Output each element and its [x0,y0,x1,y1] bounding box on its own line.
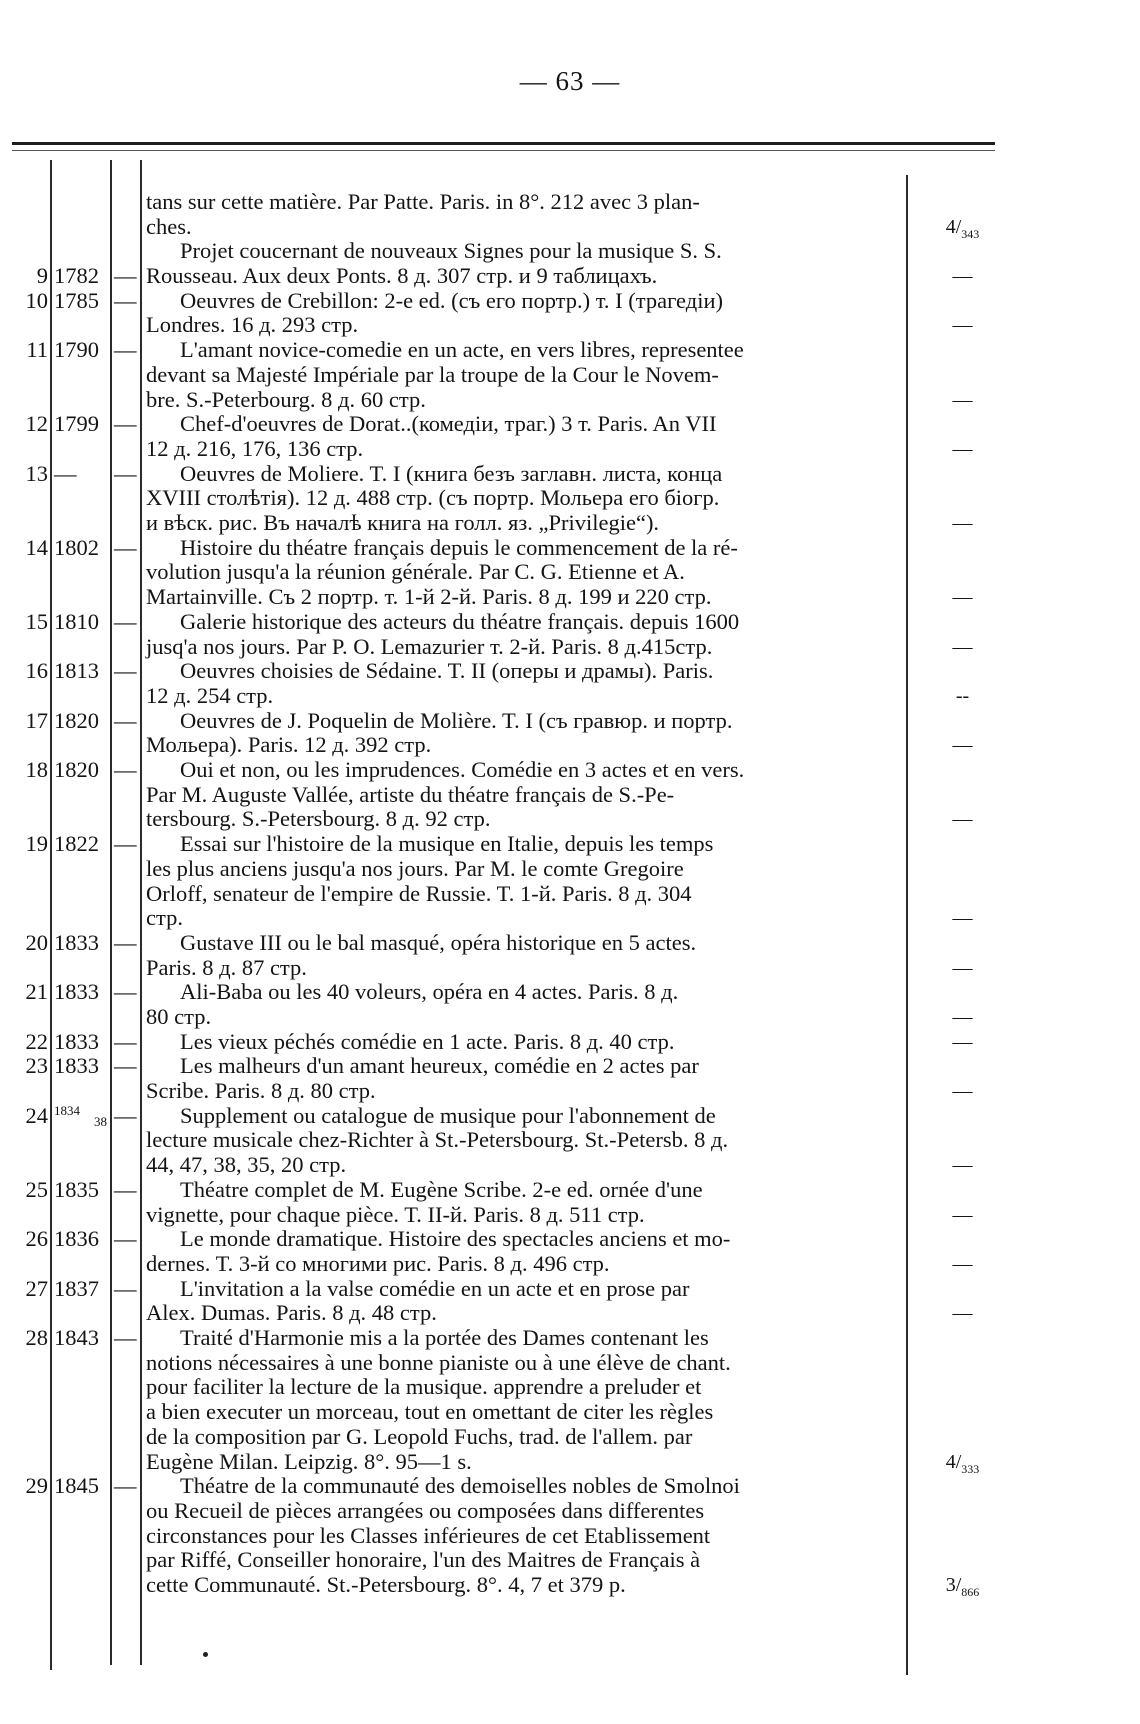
catalogue-entry [0,239,1140,288]
entry-dash: — [114,411,137,437]
catalogue-entry [0,610,1140,659]
entry-description-line: Alex. Dumas. Paris. 8 д. 48 стр. [146,1300,437,1326]
entry-year-text: 1833 [54,979,99,1005]
entry-year [54,412,110,437]
entry-year [54,1030,110,1055]
catalogue-entry [0,659,1140,708]
entry-description-line: XVIII столѣтія). 12 д. 488 стр. (съ портр. Мольера его біогр. [146,485,720,511]
entry-description-line: 12 д. 216, 176, 136 стр. [146,435,364,461]
entry-description [146,831,906,931]
entry-shelf-mark [920,807,1005,832]
entry-description [146,929,906,980]
entry-description-line: tersbourg. S.-Petersbourg. 8 д. 92 стр. [146,806,491,832]
entry-description-line: Eugène Milan. Leipzig. 8°. 95—1 s. [146,1448,472,1474]
entry-description-line: Oui et non, ou les imprudences. Comédie en 3 actes et en vers. [180,757,745,783]
entry-shelf-mark [920,1005,1005,1030]
entry-description [146,757,906,832]
entry-description [146,534,906,610]
entry-year [54,1277,110,1302]
entry-description [146,1102,906,1178]
shelf-mark-main: — [952,1005,973,1028]
shelf-mark-main: — [952,808,973,831]
entry-shelf-mark [920,388,1005,413]
entry-year-text: 1820 [54,707,99,733]
entry-dash: — [114,1473,137,1499]
entry-year-text: 1782 [54,263,99,289]
entry-number: 15 [25,608,48,634]
entry-year-text: 1813 [54,658,99,684]
entry-description-line: devant sa Majesté Impériale par la troupe de la Cour le Novem- [146,361,719,387]
shelf-mark-main: — [952,734,973,757]
entry-year-text: 1837 [54,1275,99,1301]
shelf-mark-sub: 333 [961,1461,980,1476]
entry-year-text: 1834 [54,1102,80,1118]
entry-number: 24 [25,1102,48,1128]
entry-number: 28 [25,1325,48,1351]
shelf-mark-sub: 343 [961,226,980,241]
entry-description-line: Oeuvres de Crebillon: 2-e ed. (съ его портр.) т. I (трагедіи) [180,287,723,313]
entry-dash: — [114,460,137,486]
shelf-mark-main: — [952,635,973,658]
catalogue-entry [0,1326,1140,1474]
entry-number: 21 [25,979,48,1005]
entry-shelf-mark [920,635,1005,660]
entry-year [54,1326,110,1351]
entry-description-line: L'amant novice-comedie en un acte, en vers libres, representee [180,337,744,363]
entry-number: 16 [25,658,48,684]
entry-description [160,1030,906,1055]
entry-description-line: Théatre complet de M. Eugène Scribe. 2-e ed. ornée d'une [180,1176,703,1202]
entry-description-line: lecture musicale chez-Richter à St.-Petersbourg. St.-Petersb. 8 д. [146,1127,729,1153]
entry-description [146,337,906,412]
entry-year [54,832,110,857]
entry-description-line: Rousseau. Aux deux Ponts. 8 д. 307 стр. и 9 таблицахъ. [146,263,658,289]
entry-number: 29 [25,1473,48,1499]
catalogue-table [0,190,1140,1598]
entry-year-text: — [54,460,77,486]
entry-year-text: 1843 [54,1325,99,1351]
catalogue-entry [0,190,1140,239]
entry-description-line: Oeuvres choisies de Sédaine. T. II (оперы и драмы). Paris. [180,658,714,684]
shelf-mark-main: 3/ [945,1574,962,1597]
entry-description-line: Par M. Auguste Vallée, artiste du théatre français de S.-Pe- [146,781,675,807]
entry-description-line: Orloff, senateur de l'empire de Russie. T. 1-й. Paris. 8 д. 304 [146,880,692,906]
entry-number: 25 [25,1176,48,1202]
entry-description-line: Oeuvres de J. Poquelin de Molière. T. I (съ гравюр. и портр. [180,707,733,733]
entry-dash: — [114,929,137,955]
entry-dash: — [114,658,137,684]
entry-description-line: tans sur cette matière. Par Patte. Paris. in 8°. 212 avec 3 plan- [146,189,700,214]
entry-description-line: Les malheurs d'un amant heureux, comédie en 2 actes par [180,1053,699,1079]
entry-description-line: vignette, pour chaque pièce. T. II-й. Paris. 8 д. 511 стр. [146,1201,645,1227]
entry-description-line: bre. S.-Peterbourg. 8 д. 60 стр. [146,386,426,412]
entry-dash: — [114,263,137,289]
entry-year [54,264,110,289]
entry-description-line: Londres. 16 д. 293 стр. [146,312,359,338]
entry-dash: — [114,1275,137,1301]
entry-description-line: Scribe. Paris. 8 д. 80 стр. [146,1078,376,1104]
entry-description-line: Le monde dramatique. Histoire des spectacles anciens et mo- [180,1226,731,1252]
entry-shelf-mark [920,956,1005,981]
entry-year-text: 1833 [54,1028,99,1054]
entry-description-line: Oeuvres de Moliere. T. I (книга безъ заглавн. листа, конца [180,460,723,486]
entry-year-text: 1845 [54,1473,99,1499]
entry-shelf-mark [920,264,1005,289]
entry-shelf-mark [920,733,1005,758]
catalogue-entry [0,1227,1140,1276]
entry-description-line: a bien executer un morceau, tout en omettant de citer les règles [146,1399,714,1425]
entry-year-text: 1790 [54,337,99,363]
entry-description [146,1176,906,1227]
entry-dash: — [114,757,137,783]
shelf-mark-main: -- [955,684,970,707]
entry-year [54,659,110,684]
entry-year [54,610,110,635]
header-rule-thin [12,150,995,151]
shelf-mark-main: — [952,512,973,535]
entry-description [146,707,906,758]
entry-description-line: стр. [146,905,183,931]
entry-description [146,608,906,659]
page-number: — 63 — [519,66,621,96]
entry-number: 10 [25,287,48,313]
entry-year [54,980,110,1005]
catalogue-entry [0,931,1140,980]
entry-year [54,338,110,363]
catalogue-entry [0,412,1140,461]
entry-number: 18 [25,757,48,783]
entry-shelf-mark [920,1301,1005,1326]
entry-description [146,1226,906,1276]
entry-description [146,238,906,289]
entry-description [146,189,906,239]
entry-description [146,979,906,1029]
shelf-mark-main: — [952,388,973,411]
entry-year [54,758,110,783]
entry-dash: — [114,1053,137,1079]
entry-description-line: и вѣск. рис. Въ началѣ книга на голл. яз. „Privilegie“). [146,510,660,536]
shelf-mark-main: 4/ [945,1450,962,1473]
entry-description-line: jusq'a nos jours. Par P. O. Lemazurier т. 2-й. Paris. 8 д.415стр. [146,633,713,659]
entry-description-line: volution jusqu'a la réunion générale. Par C. G. Etienne et A. [146,559,685,585]
catalogue-entry [0,1104,1140,1178]
catalogue-entry [0,1474,1140,1598]
entry-year-text: 1802 [54,534,99,560]
entry-number: 22 [25,1028,48,1054]
entry-shelf-mark [920,1030,1005,1055]
entry-description-line: Martainville. Съ 2 портр. т. 1-й 2-й. Paris. 8 д. 199 и 220 стр. [146,584,712,610]
entry-dash: — [114,831,137,857]
shelf-mark-main: — [952,586,973,609]
entry-shelf-mark [920,1203,1005,1228]
entry-shelf-mark [920,313,1005,338]
entry-year [54,709,110,734]
entry-number: 17 [25,707,48,733]
entry-shelf-mark [920,906,1005,931]
entry-number: 9 [36,263,48,289]
catalogue-entry [0,1277,1140,1326]
entry-year [54,1227,110,1252]
catalogue-entry [0,709,1140,758]
entry-number: 27 [25,1275,48,1301]
catalogue-entry [0,1030,1140,1055]
entry-description-line: Gustave III ou le bal masqué, opéra historique en 5 actes. [180,929,697,955]
header-rule-thick [12,142,995,145]
entry-description-line: Les vieux péchés comédie en 1 acte. Paris. 8 д. 40 стр. [180,1028,675,1054]
entry-description-line: Мольера). Paris. 12 д. 392 стр. [146,732,432,758]
entry-year [54,536,110,561]
entry-description-line: Projet coucernant de nouveaux Signes pour la musique S. S. [180,238,722,264]
catalogue-entry [0,536,1140,610]
entry-description-line: Chef-d'oeuvres de Dorat..(комедіи, траг.) 3 т. Paris. An VII [180,411,717,437]
entry-description [146,287,906,338]
catalogue-entry [0,980,1140,1029]
shelf-mark-main: — [952,1302,973,1325]
entry-description-line: 44, 47, 38, 35, 20 стр. [146,1152,347,1178]
entry-description-line: pour faciliter la lecture de la musique. apprendre a preluder et [146,1374,702,1400]
entry-number: 14 [25,534,48,560]
shelf-mark-main: — [952,437,973,460]
entry-description-line: Traité d'Harmonie mis a la portée des Dames contenant les [180,1325,709,1351]
shelf-mark-main: — [952,907,973,930]
entry-shelf-mark [920,437,1005,462]
entry-shelf-mark [920,1252,1005,1277]
entry-description-line: 12 д. 254 стр. [146,682,274,708]
catalogue-entry [0,289,1140,338]
entry-year [54,462,110,487]
entry-shelf-mark [920,684,1005,709]
entry-description-line: les plus anciens jusqu'a nos jours. Par M. le comte Gregoire [146,855,684,881]
catalogue-entry [0,758,1140,832]
entry-year [54,289,110,314]
entry-shelf-mark [920,1079,1005,1104]
catalogue-entry [0,1178,1140,1227]
shelf-mark-main: — [952,956,973,979]
entry-year-text: 1833 [54,1053,99,1079]
entry-description [146,1053,906,1104]
entry-description-line: notions nécessaires à une bonne pianiste ou à une élève de chant. [146,1349,731,1375]
entry-dash: — [114,1226,137,1252]
catalogue-entry [0,1054,1140,1103]
shelf-mark-main: — [952,314,973,337]
entry-year [54,1104,110,1129]
entry-description-line: Paris. 8 д. 87 стр. [146,954,307,980]
entry-dash: — [114,337,137,363]
entry-description-line: circonstances pour les Classes inférieures de cet Etablissement [146,1522,711,1548]
entry-dash: — [114,534,137,560]
shelf-mark-main: — [952,1203,973,1226]
entry-year-text: 1822 [54,831,99,857]
entry-dash: — [114,608,137,634]
entry-year-text: 1820 [54,757,99,783]
shelf-mark-sub: 866 [961,1585,980,1600]
catalogue-entry [0,338,1140,412]
entry-description-line: Supplement ou catalogue de musique pour l'abonnement de [180,1102,716,1128]
entry-number: 11 [26,337,48,363]
entry-description-line: ches. [146,213,192,239]
entry-year-text: 1810 [54,608,99,634]
catalogue-entry [0,462,1140,536]
entry-year [54,1178,110,1203]
entry-description [146,1275,906,1326]
entry-year-text: 1785 [54,287,99,313]
entry-dash: — [114,1028,137,1054]
entry-description-line: de la composition par G. Leopold Fuchs, trad. de l'allem. par [146,1423,693,1449]
shelf-mark-main: 4/ [945,215,962,238]
shelf-mark-main: — [952,1080,973,1103]
entry-number: 12 [25,411,48,437]
entry-description-line: Ali-Baba ou les 40 voleurs, opéra en 4 actes. Paris. 8 д. [180,979,679,1005]
shelf-mark-main: — [952,265,973,288]
entry-year-text: 1833 [54,929,99,955]
entry-description [146,411,906,461]
shelf-mark-main: — [952,1154,973,1177]
entry-dash: — [114,979,137,1005]
entry-dash: — [114,707,137,733]
entry-year-text: 1835 [54,1176,99,1202]
entry-year-range-end: 38 [94,1114,107,1130]
entry-description [146,460,906,536]
entry-description [146,658,906,708]
entry-year [54,1054,110,1079]
entry-description-line: Galerie historique des acteurs du théatre français. depuis 1600 [180,608,740,634]
entry-description [146,1473,906,1598]
entry-shelf-mark [920,511,1005,536]
entry-description-line: Histoire du théatre français depuis le commencement de la ré- [180,534,738,560]
entry-description-line: ou Recueil de pièces arrangées ou composées dans differentes [146,1497,705,1523]
entry-description-line: cette Communauté. St.-Petersbourg. 8°. 4, 7 et 379 p. [146,1572,626,1598]
entry-dash: — [114,1176,137,1202]
entry-description-line: 80 стр. [146,1004,212,1029]
stray-dot [203,1652,208,1657]
entry-number: 19 [25,831,48,857]
entry-shelf-mark [920,1573,1005,1605]
entry-description [146,1325,906,1474]
entry-dash: — [114,1102,137,1128]
entry-year [54,931,110,956]
entry-year [54,1474,110,1499]
entry-year-text: 1836 [54,1226,99,1252]
entry-year-text: 1799 [54,411,99,437]
entry-dash: — [114,287,137,313]
entry-shelf-mark [920,585,1005,610]
entry-number: 26 [25,1226,48,1252]
entry-description-line: par Riffé, Conseiller honoraire, l'un des Maitres de Français à [146,1547,701,1573]
entry-number: 23 [25,1053,48,1079]
shelf-mark-main: — [952,1252,973,1275]
entry-number: 13 [25,460,48,486]
entry-description-line: L'invitation a la valse comédie en un acte et en prose par [180,1275,690,1301]
entry-shelf-mark [920,1153,1005,1178]
entry-dash: — [114,1325,137,1351]
entry-description-line: Théatre de la communauté des demoiselles nobles de Smolnoi [180,1473,740,1499]
entry-description-line: Essai sur l'histoire de la musique en Italie, depuis les temps [180,831,714,857]
shelf-mark-main: — [952,1030,973,1053]
entry-number: 20 [25,929,48,955]
entry-description-line: dernes. T. 3-й со многими рис. Paris. 8 д. 496 стр. [146,1250,610,1276]
catalogue-entry [0,832,1140,931]
